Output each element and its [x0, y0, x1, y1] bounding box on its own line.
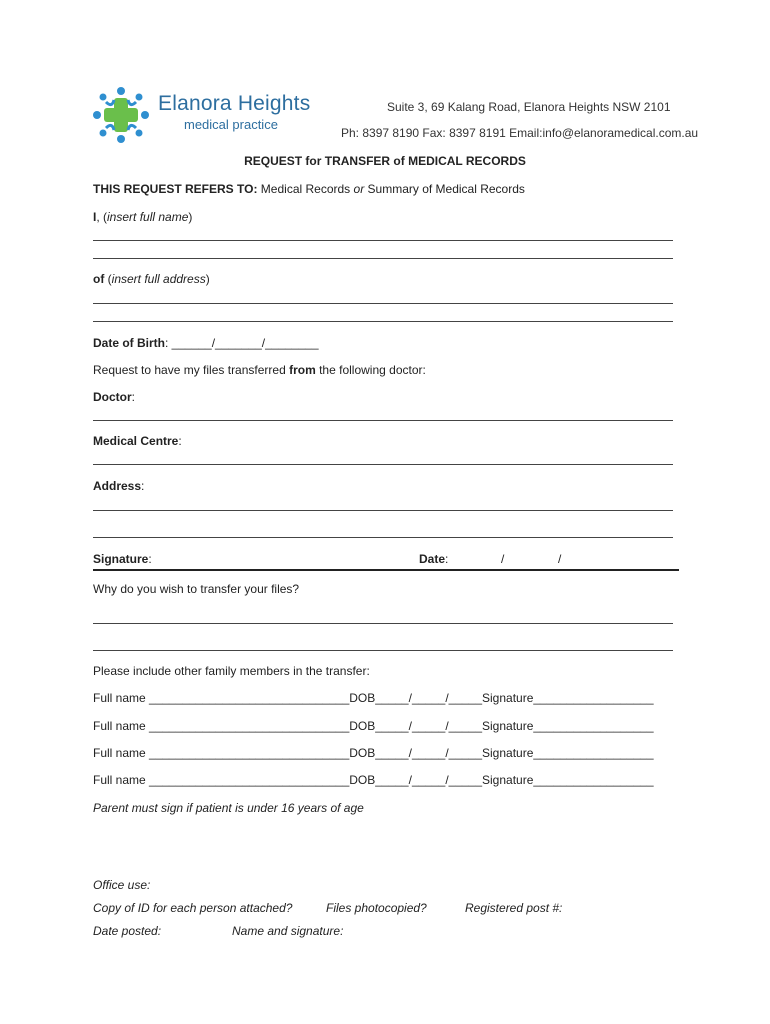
- signature-rule[interactable]: [93, 569, 679, 571]
- request-statement: Request to have my files transferred from the following doctor:: [93, 363, 426, 377]
- refers-option-summary[interactable]: Summary of Medical Records: [364, 182, 525, 196]
- refers-or: or: [353, 182, 365, 196]
- office-name-signature: Name and signature:: [232, 924, 344, 938]
- refers-label: THIS REQUEST REFERS TO:: [93, 182, 258, 196]
- date-slash-2: /: [558, 552, 562, 566]
- office-use-heading: Office use:: [93, 878, 151, 892]
- family-row-2[interactable]: Full name ______________________________DOB_____/_____/_____Signature__________________: [93, 719, 654, 733]
- full-address-line-1[interactable]: [93, 303, 673, 304]
- address-line-2[interactable]: [93, 537, 673, 538]
- office-date-posted: Date posted:: [93, 924, 162, 938]
- full-name-line-1[interactable]: [93, 240, 673, 241]
- medical-centre-label: Medical Centre:: [93, 434, 182, 448]
- family-intro: Please include other family members in the transfer:: [93, 664, 370, 678]
- brand-name: Elanora Heights: [158, 92, 311, 115]
- practice-contact: Ph: 8397 8190 Fax: 8397 8191 Email:info@elanoramedical.com.au: [341, 126, 699, 140]
- why-line-1[interactable]: [93, 623, 673, 624]
- why-transfer-question: Why do you wish to transfer your files?: [93, 582, 300, 596]
- refers-option-records[interactable]: Medical Records: [257, 182, 354, 196]
- request-refers-line: [93, 182, 525, 196]
- brand-subtitle: medical practice: [184, 117, 278, 132]
- date-slash-1: /: [501, 552, 505, 566]
- full-name-label: I, (insert full name): [93, 210, 193, 224]
- doctor-label: Doctor:: [93, 390, 136, 404]
- office-registered-post: Registered post #:: [465, 901, 563, 915]
- practice-logo-icon: [92, 86, 150, 144]
- address-label: Address:: [93, 479, 145, 493]
- office-copy-id: Copy of ID for each person attached?: [93, 901, 293, 915]
- date-of-birth-field[interactable]: Date of Birth: ______/_______/________: [93, 336, 319, 350]
- full-address-line-2[interactable]: [93, 321, 673, 322]
- family-row-3[interactable]: Full name ______________________________DOB_____/_____/_____Signature__________________: [93, 746, 654, 760]
- signature-label: Signature:: [93, 552, 152, 566]
- full-address-label: of (insert full address): [93, 272, 210, 286]
- parent-sign-note: Parent must sign if patient is under 16 years of age: [93, 801, 364, 815]
- full-name-line-2[interactable]: [93, 258, 673, 259]
- office-photocopied: Files photocopied?: [326, 901, 427, 915]
- doctor-line[interactable]: [93, 420, 673, 421]
- family-row-4[interactable]: Full name ______________________________DOB_____/_____/_____Signature__________________: [93, 773, 654, 787]
- address-line-1[interactable]: [93, 510, 673, 511]
- form-title: REQUEST for TRANSFER of MEDICAL RECORDS: [244, 154, 526, 168]
- practice-address: Suite 3, 69 Kalang Road, Elanora Heights NSW 2101: [387, 100, 671, 114]
- medical-centre-line[interactable]: [93, 464, 673, 465]
- why-line-2[interactable]: [93, 650, 673, 651]
- family-row-1[interactable]: Full name ______________________________DOB_____/_____/_____Signature__________________: [93, 691, 654, 705]
- date-label: Date:: [419, 552, 449, 566]
